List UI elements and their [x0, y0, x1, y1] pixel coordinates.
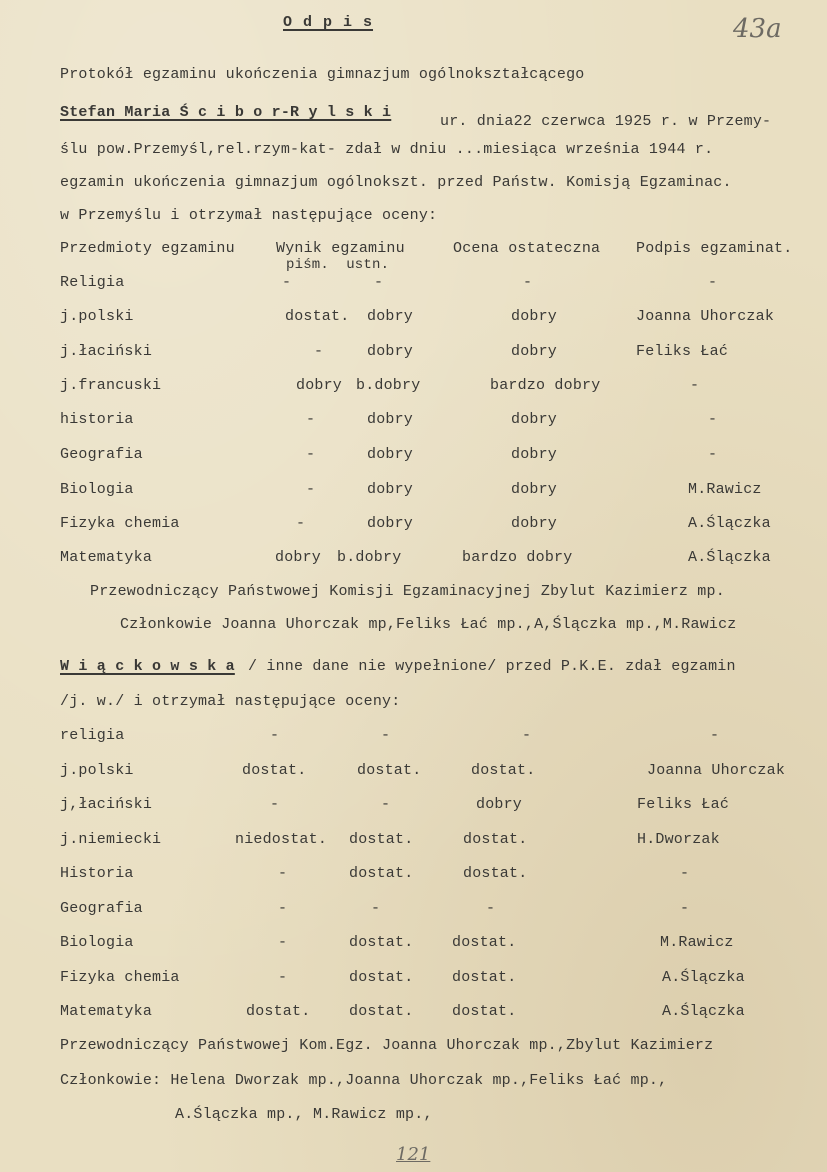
final-grade: dobry — [511, 411, 558, 428]
protocol-line-4: w Przemyślu i otrzymał następujące oceny: — [60, 207, 438, 224]
oral-grade: dobry — [367, 446, 414, 463]
header-result-sub: piśm. ustn. — [286, 257, 390, 273]
final-grade: - — [522, 727, 532, 744]
final-grade: dobry — [511, 481, 558, 498]
final-grade: dostat. — [463, 865, 528, 882]
examiner-signature: - — [710, 727, 720, 744]
final-grade: dostat. — [471, 762, 536, 779]
oral-grade: dobry — [367, 411, 414, 428]
protocol-line-1: ur. dnia22 czerwca 1925 r. w Przemy- — [440, 113, 772, 130]
oral-grade: dobry — [367, 515, 414, 532]
written-grade: niedostat. — [235, 831, 328, 848]
subject: Fizyka chemia — [60, 515, 180, 532]
protocol-line-2: ślu pow.Przemyśl,rel.rzym-kat- zdał w dniu ...miesiąca września 1944 r. — [60, 141, 714, 158]
examiner-signature: H.Dworzak — [637, 831, 720, 848]
written-grade: - — [314, 343, 324, 360]
written-grade: dostat. — [242, 762, 307, 779]
examiner-signature: A.Ślączka — [662, 969, 745, 986]
examiner-signature: - — [680, 900, 690, 917]
examiner-signature: - — [680, 865, 690, 882]
examiner-signature: - — [708, 411, 718, 428]
written-grade: - — [306, 481, 316, 498]
second-line-2: /j. w./ i otrzymał następujące oceny: — [60, 693, 401, 710]
final-grade: - — [486, 900, 496, 917]
final-grade: dobry — [511, 446, 558, 463]
protocol-title: Protokół egzaminu ukończenia gimnazjum ogólnokształcącego — [60, 66, 585, 83]
archive-annotation: 43a — [733, 14, 782, 44]
oral-grade: dostat. — [349, 1003, 414, 1020]
oral-grade: - — [371, 900, 381, 917]
subject: j.polski — [60, 762, 134, 779]
subject: religia — [60, 727, 125, 744]
final-grade: dostat. — [463, 831, 528, 848]
final-grade: dobry — [476, 796, 523, 813]
oral-grade: b.dobry — [356, 377, 421, 394]
final-grade: - — [523, 274, 533, 291]
subject: Matematyka — [60, 549, 153, 566]
subject: Biologia — [60, 934, 134, 951]
header-subject: Przedmioty egzaminu — [60, 240, 235, 257]
subject: Biologia — [60, 481, 134, 498]
subject: Geografia — [60, 446, 143, 463]
final-grade: dobry — [511, 308, 558, 325]
subject: j.łaciński — [60, 343, 153, 360]
oral-grade: dostat. — [349, 934, 414, 951]
oral-grade: dostat. — [349, 831, 414, 848]
commission-members-2: Członkowie: Helena Dworzak mp.,Joanna Uhorczak mp.,Feliks Łać mp., — [60, 1072, 668, 1089]
subject: Historia — [60, 865, 134, 882]
examiner-signature: M.Rawicz — [660, 934, 734, 951]
header-final: Ocena ostateczna — [453, 240, 601, 257]
subject: Geografia — [60, 900, 143, 917]
examiner-signature: - — [690, 377, 700, 394]
oral-grade: - — [381, 796, 391, 813]
oral-grade: dobry — [367, 343, 414, 360]
final-grade: dostat. — [452, 934, 517, 951]
page-number: 121 — [396, 1144, 431, 1165]
final-grade: bardzo dobry — [490, 377, 601, 394]
second-line-1: / inne dane nie wypełnione/ przed P.K.E. zdał egzamin — [248, 658, 736, 675]
subject: j.niemiecki — [60, 831, 162, 848]
header-signature: Podpis egzaminat. — [636, 240, 793, 257]
final-grade: dobry — [511, 343, 558, 360]
subject: j,łaciński — [60, 796, 153, 813]
oral-grade: dobry — [367, 481, 414, 498]
written-grade: - — [270, 727, 280, 744]
oral-grade: dobry — [367, 308, 414, 325]
commission-members-1: Członkowie Joanna Uhorczak mp,Feliks Łać mp.,A,Ślączka mp.,M.Rawicz — [120, 616, 737, 633]
written-grade: dobry — [296, 377, 343, 394]
oral-grade: dostat. — [349, 865, 414, 882]
written-grade: - — [278, 969, 288, 986]
subject: j.polski — [60, 308, 134, 325]
subject: Matematyka — [60, 1003, 153, 1020]
examiner-signature: Joanna Uhorczak — [636, 308, 775, 325]
examiner-signature: Feliks Łać — [637, 796, 730, 813]
written-grade: - — [278, 865, 288, 882]
written-grade: - — [278, 934, 288, 951]
written-grade: - — [296, 515, 306, 532]
subject: Fizyka chemia — [60, 969, 180, 986]
oral-grade: - — [374, 274, 384, 291]
commission-chair-2: Przewodniczący Państwowej Kom.Egz. Joanna Uhorczak mp.,Zbylut Kazimierz — [60, 1037, 714, 1054]
commission-chair-1: Przewodniczący Państwowej Komisji Egzaminacyjnej Zbylut Kazimierz mp. — [90, 583, 725, 600]
oral-grade: dostat. — [357, 762, 422, 779]
commission-members-2-cont: A.Ślączka mp., M.Rawicz mp., — [175, 1106, 433, 1123]
examiner-signature: A.Ślączka — [662, 1003, 745, 1020]
subject: historia — [60, 411, 134, 428]
written-grade: dostat. — [246, 1003, 311, 1020]
examiner-signature: A.Ślączka — [688, 515, 771, 532]
written-grade: - — [282, 274, 292, 291]
final-grade: dostat. — [452, 969, 517, 986]
examiner-signature: M.Rawicz — [688, 481, 762, 498]
document-title: O d p i s — [283, 14, 374, 31]
examiner-signature: Joanna Uhorczak — [647, 762, 786, 779]
oral-grade: dostat. — [349, 969, 414, 986]
written-grade: - — [270, 796, 280, 813]
examiner-signature: Feliks Łać — [636, 343, 729, 360]
written-grade: dostat. — [285, 308, 350, 325]
examiner-signature: - — [708, 274, 718, 291]
subject: j.francuski — [60, 377, 162, 394]
written-grade: - — [278, 900, 288, 917]
subject: Religia — [60, 274, 125, 291]
student-name-1: Stefan Maria Ś c i b o r-R y l s k i — [60, 104, 392, 121]
oral-grade: - — [381, 727, 391, 744]
final-grade: bardzo dobry — [462, 549, 573, 566]
final-grade: dobry — [511, 515, 558, 532]
examiner-signature: A.Ślączka — [688, 549, 771, 566]
protocol-line-3: egzamin ukończenia gimnazjum ogólnokszt. przed Państw. Komisją Egzaminac. — [60, 174, 732, 191]
written-grade: - — [306, 411, 316, 428]
student-name-2: W i ą c k o w s k a — [60, 658, 235, 675]
examiner-signature: - — [708, 446, 718, 463]
written-grade: dobry — [275, 549, 322, 566]
oral-grade: b.dobry — [337, 549, 402, 566]
written-grade: - — [306, 446, 316, 463]
header-result: Wynik egzaminu — [276, 240, 405, 257]
final-grade: dostat. — [452, 1003, 517, 1020]
